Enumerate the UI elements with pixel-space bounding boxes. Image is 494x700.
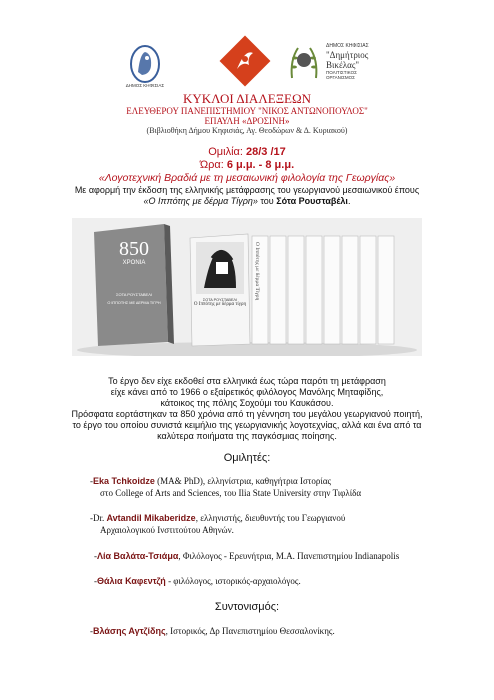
occasion-by: του [257,196,277,206]
free-university-logo [219,35,271,87]
vikelas-organization-logo [286,40,322,82]
description-line: Το έργο δεν είχε εκδοθεί στα ελληνικά έως τώρα παρότι τη μετάφραση [108,376,386,386]
book2-cover-text [192,298,248,307]
event-occasion: Με αφορμή την έκδοση της ελληνικής μετάφρασης του γεωργιανού μεσαιωνικού έπους [74,185,420,195]
event-occasion-book [0,196,494,207]
speaker-desc: - φιλόλογος, ιστορικός-αρχαιολόγος. [165,576,301,586]
description-line: είχε κάνει από το 1966 ο εξαίρετικός φιλόλογος Μανόλης Μηταφίδης, [110,387,384,397]
speaker-name: Θάλια Καφεντζή [97,576,166,586]
description [0,376,494,442]
book-author: Σότα Ρουσταβέλι [276,196,348,206]
speaker-name: Eka Tchkoidze [93,476,155,486]
speaker-item [90,513,480,536]
description-line: το έργο του οποίου συνιστά κειμήλιο της γεωργιανικής λογοτεχνίας, αλλά και ένα από τα [72,420,422,430]
description-line: κάτοικος της πόλης Σοχούμι του Καυκάσου. [160,398,334,408]
coordinator-item [90,626,480,638]
speaker-desc: (MA& PhD), ελληνίστρια, καθηγήτρια Ιστορίας [154,476,332,486]
venue-address: (Βιβλιοθήκη Δήμου Κηφισιάς, Αγ. Θεοδώρων & Δ. Κυριακού) [146,126,348,135]
speaker-name: Λία Βαλάτα-Τσιάμα [97,551,179,561]
speaker-desc-line2: στο College of Arts and Sciences, του Ilia State University στην Τιφλίδα [100,487,362,498]
book2-author: ΣΟΤΑ ΡΟΥΣΤΑΒΕΛΙ [202,298,238,302]
date-value: 28/3 /17 [246,146,286,158]
speaker-line [90,513,480,525]
occasion-end: . [347,196,351,206]
right-logo-line: Βικέλας" [326,60,360,70]
time-label: Ώρα: [199,159,227,171]
speaker-desc-line2: Αρχαιολογικού Ινστιτούτου Αθηνών. [100,524,234,535]
coordination-heading: Συντονισμός: [214,601,280,613]
event-title: «Λογοτεχνική Βραδιά με τη μεσαιωνική φιλολογία της Γεωργίας» [98,172,396,184]
right-logo-line: ΟΡΓΑΝΙΣΜΟΣ [326,75,355,80]
right-logo-text [326,42,406,80]
university-name: ΕΛΕΥΘΕΡΟΥ ΠΑΝΕΠΙΣΤΗΜΙΟΥ "ΝΙΚΟΣ ΑΝΤΩΝΟΠΟΥΛΟΣ" [126,106,368,116]
speaker-line [94,551,490,563]
coordinator-name: Βλάσης Αγτζίδης [93,626,166,636]
speaker-desc: , ελληνιστής, διευθυντής του Γεωργιανού [195,513,346,523]
coordinator-prefix: - [90,626,93,636]
venue-name: ΕΠΑΥΛΗ «ΔΡΟΣΙΝΗ» [204,116,290,126]
right-logo-line: ΠΟΛΙΤΙΣΤΙΚΟΣ [326,70,357,75]
event-date [0,146,494,159]
speaker-name: Avtandil Mikaberidze [106,513,196,523]
book2-title: Ο Ιππότης με δέρμα τίγρη [193,302,247,307]
speaker-prefix: -Dr. [90,513,107,523]
description-line: Πρόσφατα εορτάστηκαν τα 850 χρόνια από τη γέννηση του μεγάλου γεωργιανού ποιητή, [71,409,423,419]
time-value: 6 μ.μ. - 8 μ.μ. [226,159,295,171]
series-title: ΚΥΚΛΟΙ ΔΙΑΛΕΞΕΩΝ [182,91,312,106]
speaker-desc: , Φιλόλογος - Ερευνήτρια, M.A. Πανεπιστημίου Indianapolis [178,551,400,561]
spine-label-text: Ο Ιππότης με δέρμα Τίγρη [254,242,260,301]
cover-title: Ο ΙΠΠΟΤΗΣ ΜΕ ΔΕΡΜΑ ΤΙΓΡΗ [107,301,161,305]
books-photo [72,218,422,356]
speaker-prefix: - [90,476,93,486]
description-line: καλύτερα ποιήματα της παγκόσμιας ποίησης. [157,431,337,441]
speakers-heading: Ομιλητές: [223,452,271,464]
speaker-item [90,476,480,499]
speaker-item [94,551,490,563]
spine-label [254,242,266,338]
right-logo-line: ΔΗΜΟΣ ΚΗΦΙΣΙΑΣ [326,43,369,49]
event-time [0,159,494,172]
date-label: Ομιλία: [208,146,246,158]
right-logo-line: "Δημήτριος [326,50,369,60]
kifisia-municipality-logo [128,44,162,84]
left-logo-caption: ΔΗΜΟΣ ΚΗΦΙΣΙΑΣ [125,83,165,88]
speaker-item [94,576,484,588]
book-title: «Ο Ιππότης με δέρμα Τίγρη» [143,196,258,206]
cover-number-value: 850 [119,238,149,260]
speaker-prefix: - [94,551,97,561]
coordinator-desc: , Ιστορικός, Δρ Πανεπιστημίου Θεσσαλονίκης. [165,626,335,636]
speaker-line [94,576,484,588]
speaker-line [90,476,480,488]
speaker-prefix: - [94,576,97,586]
cover-number [104,238,164,305]
cover-author: ΣΟΤΑ ΡΟΥΣΤΑΒΕΛΙ [115,292,152,297]
cover-subtitle: ΧΡΟΝΙΑ [122,260,146,266]
